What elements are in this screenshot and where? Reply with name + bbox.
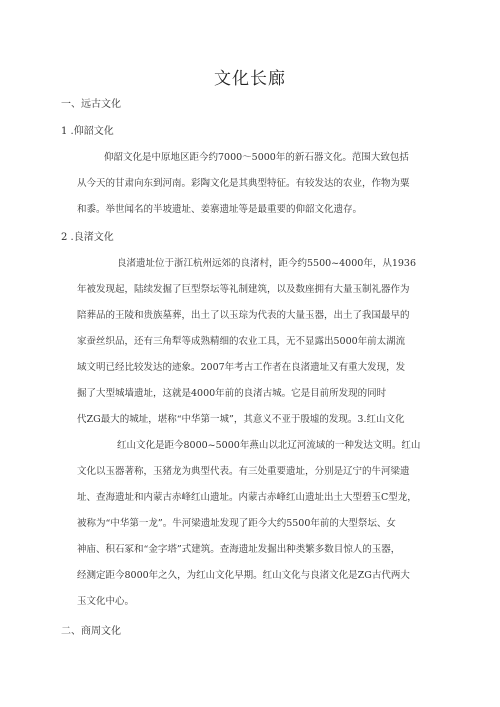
paragraph-line: 文化以玉器著称，玉猪龙为典型代表。有三处重要遗址，分别是辽宁的牛河梁遗	[77, 466, 410, 477]
paragraph-line: 仰韶文化是中原地区距今约7000～5000年的新石器文化。范围大致包括	[104, 152, 409, 163]
paragraph-line: 陪葬品的王陵和贵族墓葬，出土了以玉琮为代表的大量玉器，出土了我国最早的	[77, 310, 410, 321]
paragraph-line: 良渚遗址位于浙江杭州远郊的良渚村，距今约5500~4000年，从1936	[117, 258, 416, 269]
page-title: 文化长廊	[214, 69, 286, 89]
paragraph-line: 掘了大型城墙遗址，这就是4000年前的良渚古城。它是目前所发现的同时	[77, 388, 387, 399]
paragraph-line: 代ZG最大的城址，堪称“中华第一城”，其意义不亚于殷墟的发现。3.红山文化	[77, 414, 405, 425]
paragraph-line: 年被发现起，陆续发掘了巨型祭坛等礼制建筑，以及数座拥有大量玉制礼器作为	[77, 284, 410, 295]
paragraph-line: 址、查海遗址和内蒙古赤峰红山遗址。内蒙古赤峰红山遗址出土大型碧玉C型龙，	[77, 492, 417, 503]
subsection-heading-liangzhu: 2 .良渚文化	[61, 232, 114, 243]
paragraph-line: 被称为“中华第一龙”。牛河梁遗址发现了距今大约5500年前的大型祭坛、女	[77, 518, 396, 529]
subsection-heading-yangshao: 1 .仰韶文化	[61, 126, 114, 137]
paragraph-line: 和黍。举世闻名的半坡遗址、姜寨遗址等是最重要的仰韶文化遗存。	[77, 204, 363, 215]
section-heading-shang-zhou: 二、商周文化	[61, 626, 121, 637]
paragraph-line: 域文明已经比较发达的迹象。2007年考古工作者在良渚遗址又有重大发现，发	[77, 362, 406, 373]
paragraph-line: 红山文化是距今8000~5000年燕山以北辽河流域的一种发达文明。红山	[117, 440, 421, 451]
paragraph-line: 神庙、积石冢和“金字塔”式建筑。查海遗址发掘出种类繁多数目惊人的玉器，	[77, 544, 401, 555]
paragraph-line: 家蚕丝织品，还有三角犁等成熟精细的农业工具，无不显露出5000年前太湖流	[77, 336, 406, 347]
paragraph-line: 经测定距今8000年之久，为红山文化早期。红山文化与良渚文化是ZG古代两大	[77, 570, 410, 581]
paragraph-line: 从今天的甘肃向东到河南。彩陶文化是其典型特征。有较发达的农业，作物为粟	[77, 178, 410, 189]
paragraph-line: 玉文化中心。	[77, 596, 135, 607]
section-heading-ancient-culture: 一、远古文化	[61, 99, 121, 110]
